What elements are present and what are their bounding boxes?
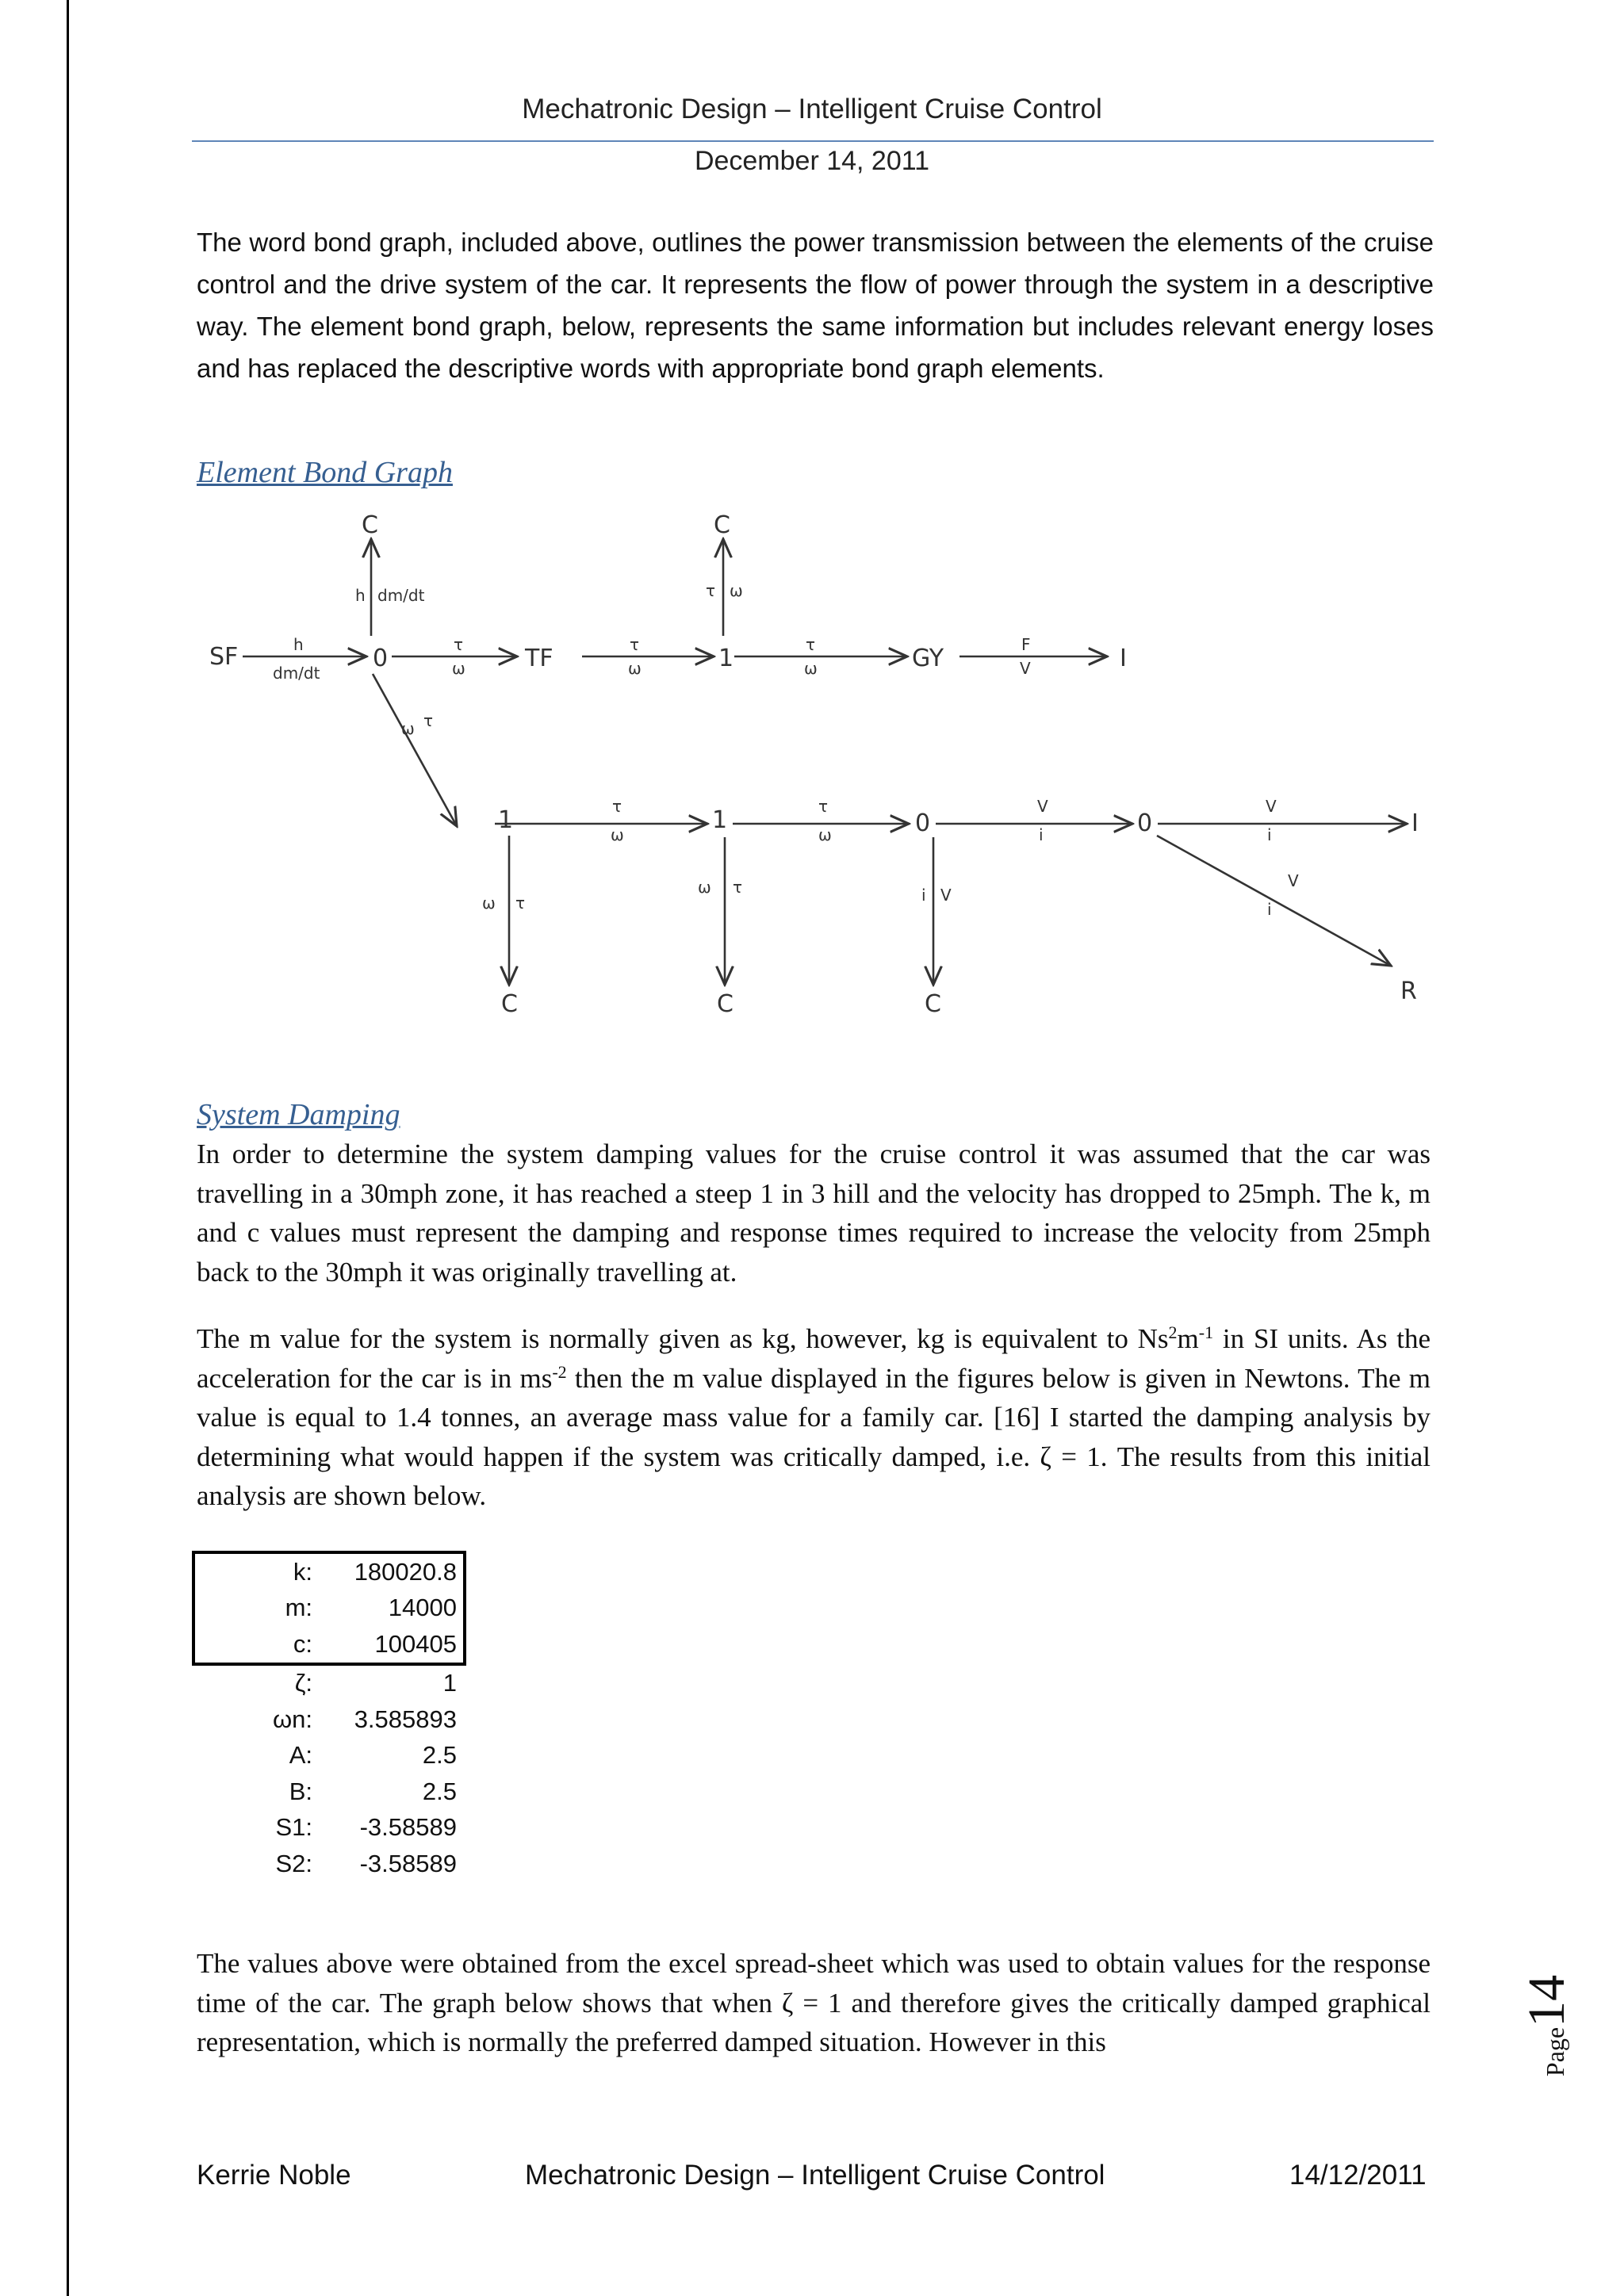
table-row xyxy=(195,1810,466,1846)
header-divider xyxy=(192,140,1434,142)
label-tau-2: τ xyxy=(630,635,640,654)
element-1-junction: 1 xyxy=(718,645,734,672)
table-label: k: xyxy=(293,1557,312,1586)
table-label: ωn: xyxy=(272,1705,312,1733)
label-tau-1: τ xyxy=(454,635,464,654)
label-tau-3: τ xyxy=(706,581,716,600)
element-gy: GY xyxy=(912,645,944,672)
table-value: 14000 xyxy=(388,1594,457,1622)
footer-date: 14/12/2011 xyxy=(1289,2160,1427,2191)
p2-sup-1: 2 xyxy=(1168,1322,1178,1342)
element-c-top-left: C xyxy=(362,511,378,539)
bond-0-1-diagonal xyxy=(373,674,457,826)
element-bond-graph-heading: Element Bond Graph xyxy=(197,456,453,489)
element-1-bottom-mid: 1 xyxy=(712,806,728,834)
p2-text-1: The m value for the system is normally given as kg, however, kg is equivalent to Ns xyxy=(197,1323,1169,1354)
damping-values-table xyxy=(192,1551,466,1882)
table-row xyxy=(195,1626,463,1663)
table-label: c: xyxy=(293,1629,312,1658)
element-bond-graph-diagram xyxy=(193,495,1435,1024)
label-omega-7: ω xyxy=(482,894,496,913)
label-omega-8: ω xyxy=(698,878,711,897)
p2-text-4: then the m value displayed in the figures below is given in Newtons. The m value is equal to 1.4 tonnes, an average mass value for a family car. [16] I started the damping analysis by determining what would happen if the system was critically damped, i.e. ζ = 1. The results from this initial analysis are shown below. xyxy=(197,1362,1431,1511)
table-label: S1: xyxy=(275,1813,312,1842)
p2-sup-3: -2 xyxy=(552,1361,567,1382)
table-value: 3.585893 xyxy=(354,1705,457,1733)
label-tau-4: τ xyxy=(806,635,816,654)
label-dm-dt: dm/dt xyxy=(273,664,320,683)
label-f: F xyxy=(1021,635,1031,654)
label-tau-6: τ xyxy=(818,797,829,816)
table-value: -3.58589 xyxy=(359,1813,457,1842)
page-left-border xyxy=(67,0,69,2296)
bond-0-r xyxy=(1157,836,1391,966)
element-i-top: I xyxy=(1120,645,1127,672)
table-row xyxy=(195,1701,466,1738)
element-c-top-right: C xyxy=(714,511,730,539)
damping-input-box xyxy=(192,1551,466,1666)
label-omega-5: ω xyxy=(611,825,624,844)
label-tau-5: τ xyxy=(612,797,622,816)
element-c-bottom-2: C xyxy=(717,990,733,1018)
footer-title: Mechatronic Design – Intelligent Cruise Control xyxy=(525,2160,1105,2191)
label-tau-diag: τ xyxy=(423,711,434,730)
label-omega-4: ω xyxy=(804,659,818,678)
table-value: 2.5 xyxy=(422,1741,457,1770)
element-i-bottom: I xyxy=(1411,809,1419,837)
table-label: B: xyxy=(289,1777,312,1805)
label-omega-6: ω xyxy=(818,825,832,844)
page-number-value: 14 xyxy=(1518,1974,1576,2027)
label-v-1: V xyxy=(1037,797,1048,816)
label-i-1: i xyxy=(1039,825,1044,844)
label-tau-8: τ xyxy=(733,878,743,897)
table-label: A: xyxy=(289,1741,312,1770)
label-dm-dt-top: dm/dt xyxy=(377,586,425,605)
label-v-top: V xyxy=(1020,659,1031,678)
element-0-bottom-right: 0 xyxy=(1137,809,1153,837)
element-1-bottom-left: 1 xyxy=(498,806,514,834)
element-c-bottom-1: C xyxy=(501,990,518,1018)
label-v-2: V xyxy=(1266,797,1277,816)
system-damping-paragraph-1: In order to determine the system damping values for the cruise control it was assumed that the car was travelling in a 30mph zone, it has reached a steep 1 in 3 hill and the velocity has dropped to 25mph. The k, m and c values must represent the damping and response times required to increase the velocity from 25mph back to the 30mph it was originally travelling at. xyxy=(197,1138,1431,1288)
page-number xyxy=(1507,1966,1587,2085)
p2-sup-2: -1 xyxy=(1198,1322,1214,1342)
element-sf: SF xyxy=(209,643,239,671)
system-damping-paragraph-3: The values above were obtained from the excel spread-sheet which was used to obtain values for the response time of the car. The graph below shows that when ζ = 1 and therefore gives the critically damped graphical representation, which is normally the preferred damped situation. However in this xyxy=(197,1948,1431,2057)
element-r: R xyxy=(1400,978,1417,1005)
label-omega-diag: ω xyxy=(401,719,415,738)
label-tau-7: τ xyxy=(515,894,526,913)
label-v-4: V xyxy=(1288,871,1299,890)
intro-paragraph: The word bond graph, included above, outlines the power transmission between the elements of the cruise control and the drive system of the car. It represents the flow of power through the system in a descriptive way. The element bond graph, below, represents the same information but includes relevant energy loses and has replaced the descriptive words with appropriate bond graph elements. xyxy=(197,228,1434,383)
label-i-3: i xyxy=(921,886,926,905)
p2-text-2: m xyxy=(1177,1323,1199,1354)
header-title: Mechatronic Design – Intelligent Cruise Control xyxy=(522,94,1102,124)
table-label: ζ: xyxy=(294,1669,312,1697)
table-label: S2: xyxy=(275,1849,312,1877)
label-omega-2: ω xyxy=(628,659,642,678)
table-label: m: xyxy=(285,1594,312,1622)
element-0-bottom-mid: 0 xyxy=(915,809,931,837)
footer-author: Kerrie Noble xyxy=(197,2160,351,2191)
table-value: 2.5 xyxy=(422,1777,457,1805)
element-0-junction: 0 xyxy=(373,645,389,672)
table-value: 100405 xyxy=(374,1629,457,1658)
label-i-4: i xyxy=(1267,900,1272,919)
element-tf: TF xyxy=(525,645,553,672)
label-i-2: i xyxy=(1267,825,1272,844)
page-label: Page xyxy=(1541,2026,1569,2077)
system-damping-paragraph-2 xyxy=(197,1319,1431,1516)
table-row xyxy=(195,1774,466,1810)
label-omega-3: ω xyxy=(730,581,743,600)
table-row xyxy=(195,1666,466,1702)
label-h-top: h xyxy=(355,586,366,605)
header-date: December 14, 2011 xyxy=(694,146,930,176)
damping-results xyxy=(192,1666,466,1882)
system-damping-heading: System Damping xyxy=(197,1098,400,1131)
table-value: 1 xyxy=(442,1669,457,1697)
label-h: h xyxy=(293,635,304,654)
table-value: 180020.8 xyxy=(354,1557,457,1586)
element-c-bottom-3: C xyxy=(925,990,941,1018)
label-v-3: V xyxy=(940,886,952,905)
table-row xyxy=(195,1590,463,1627)
table-row xyxy=(195,1554,463,1590)
table-value: -3.58589 xyxy=(359,1849,457,1877)
label-omega-1: ω xyxy=(452,659,465,678)
table-row xyxy=(195,1846,466,1882)
p2-text-3: in SI units. As the acceleration for the car is in ms xyxy=(197,1323,1431,1394)
table-row xyxy=(195,1738,466,1774)
